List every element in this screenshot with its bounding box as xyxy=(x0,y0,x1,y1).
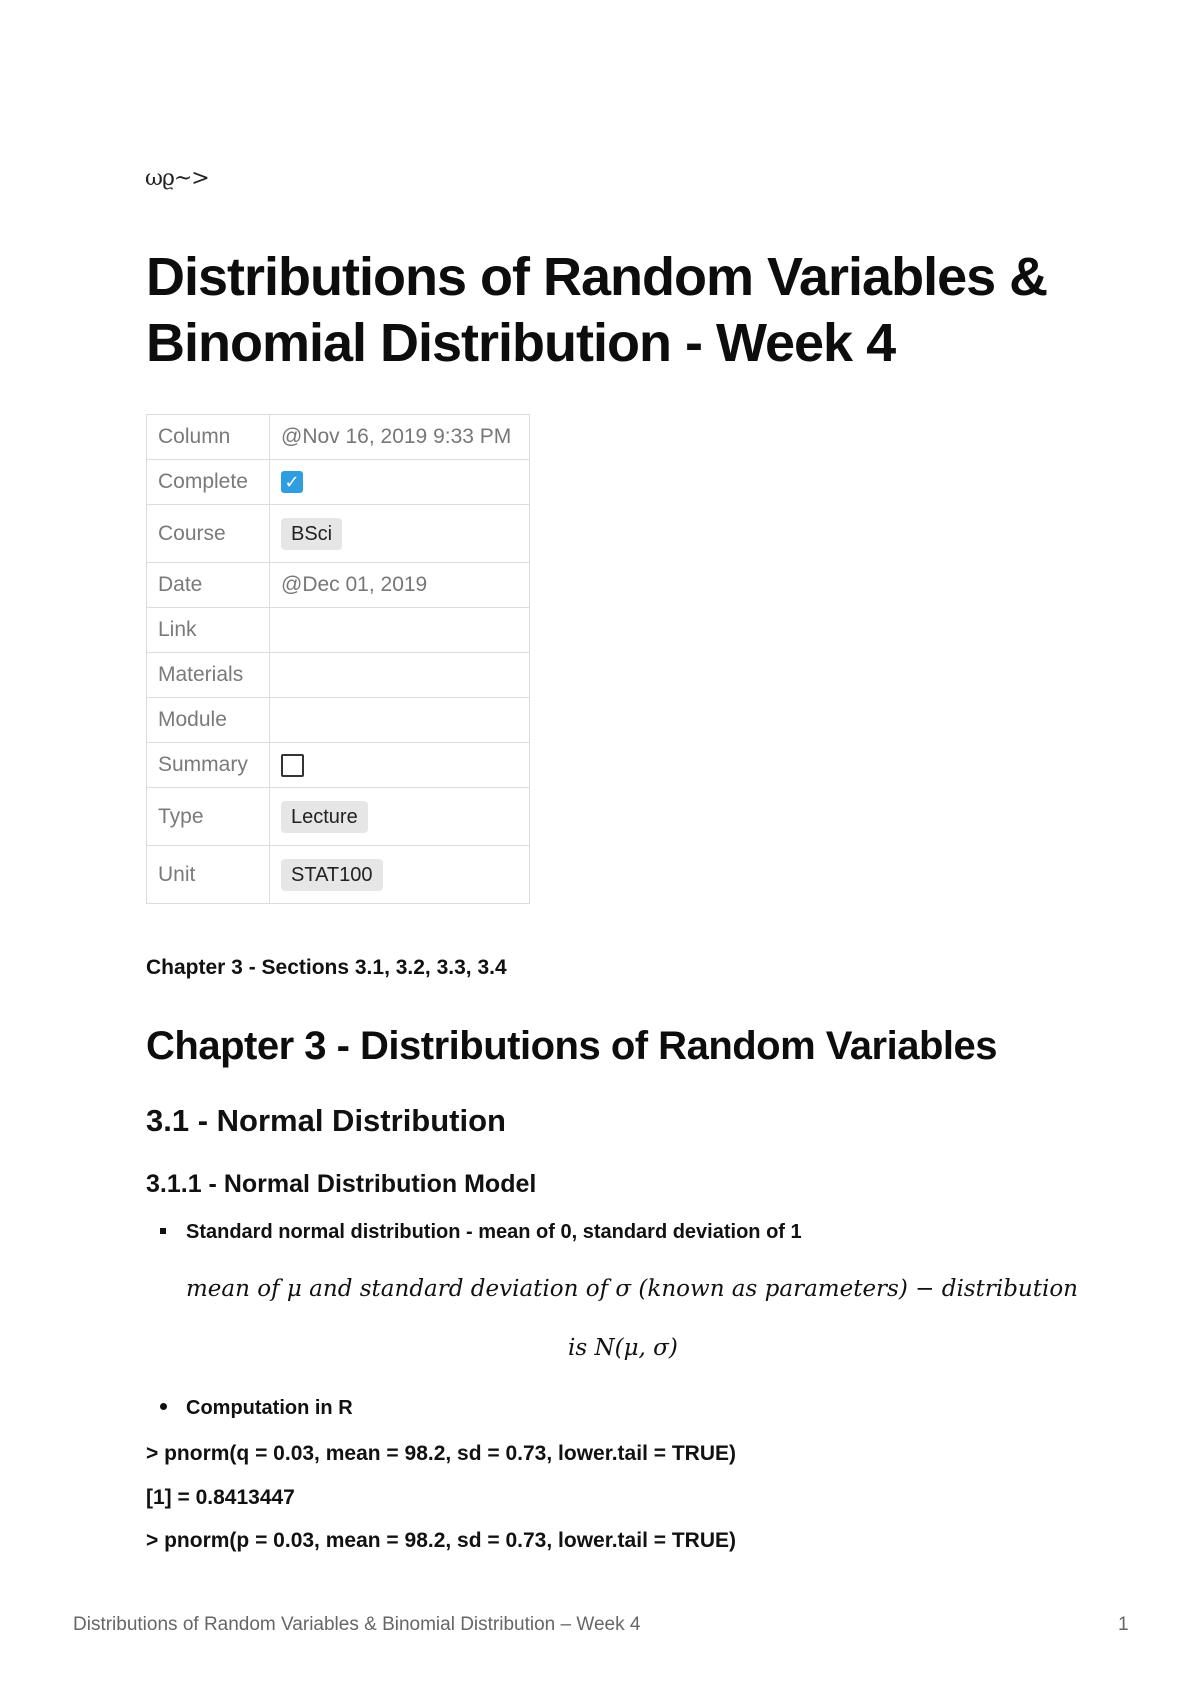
list-item xyxy=(160,1221,802,1244)
property-value[interactable] xyxy=(270,653,530,698)
code-line: > pnorm(p = 0.03, mean = 98.2, sd = 0.73, lower.tail = TRUE) xyxy=(146,1529,736,1552)
code-line: [1] = 0.8413447 xyxy=(146,1486,295,1509)
type-tag[interactable]: Lecture xyxy=(281,801,368,833)
property-row-date xyxy=(147,563,530,608)
property-value xyxy=(270,460,530,505)
property-row-column xyxy=(147,415,530,460)
property-row-materials xyxy=(147,653,530,698)
property-label: Unit xyxy=(147,846,270,904)
property-label: Date xyxy=(147,563,270,608)
property-row-complete xyxy=(147,460,530,505)
footer-title: Distributions of Random Variables & Binomial Distribution – Week 4 xyxy=(73,1614,641,1635)
property-value[interactable]: @Dec 01, 2019 xyxy=(270,563,530,608)
square-bullet-icon xyxy=(160,1228,166,1234)
subsection-heading: 3.1.1 - Normal Distribution Model xyxy=(146,1170,537,1198)
property-value xyxy=(270,846,530,904)
math-equation-line: is N(μ, σ) xyxy=(568,1335,678,1361)
property-value[interactable] xyxy=(270,608,530,653)
properties-table xyxy=(146,414,530,904)
property-row-unit xyxy=(147,846,530,904)
summary-checkbox[interactable] xyxy=(281,754,304,777)
property-row-link xyxy=(147,608,530,653)
property-row-type xyxy=(147,788,530,846)
property-row-course xyxy=(147,505,530,563)
section-heading: 3.1 - Normal Distribution xyxy=(146,1103,506,1138)
footer-page-number: 1 xyxy=(1118,1614,1129,1635)
round-bullet-icon xyxy=(160,1403,167,1410)
page-logo-icon: ωϱ~> xyxy=(145,166,209,191)
property-value[interactable] xyxy=(270,698,530,743)
property-label: Column xyxy=(147,415,270,460)
property-value xyxy=(270,788,530,846)
sections-reference: Chapter 3 - Sections 3.1, 3.2, 3.3, 3.4 xyxy=(146,956,507,979)
code-line: > pnorm(q = 0.03, mean = 98.2, sd = 0.73, lower.tail = TRUE) xyxy=(146,1442,736,1465)
list-item-text: Computation in R xyxy=(186,1397,353,1419)
list-item-text: Standard normal distribution - mean of 0, standard deviation of 1 xyxy=(186,1221,802,1243)
property-value[interactable]: @Nov 16, 2019 9:33 PM xyxy=(270,415,530,460)
page-title: Distributions of Random Variables & Binomial Distribution - Week 4 xyxy=(146,247,1048,373)
property-label: Link xyxy=(147,608,270,653)
property-label: Type xyxy=(147,788,270,846)
chapter-heading: Chapter 3 - Distributions of Random Variables xyxy=(146,1024,997,1068)
property-label: Course xyxy=(147,505,270,563)
property-label: Summary xyxy=(147,743,270,788)
complete-checkbox[interactable]: ✓ xyxy=(281,471,303,493)
property-label: Complete xyxy=(147,460,270,505)
course-tag[interactable]: BSci xyxy=(281,518,342,550)
property-value xyxy=(270,743,530,788)
property-label: Materials xyxy=(147,653,270,698)
unit-tag[interactable]: STAT100 xyxy=(281,859,383,891)
property-row-summary xyxy=(147,743,530,788)
math-equation-line: mean of μ and standard deviation of σ (known as parameters) − distribution xyxy=(186,1276,1078,1302)
property-label: Module xyxy=(147,698,270,743)
property-row-module xyxy=(147,698,530,743)
list-item xyxy=(160,1397,353,1420)
property-value xyxy=(270,505,530,563)
